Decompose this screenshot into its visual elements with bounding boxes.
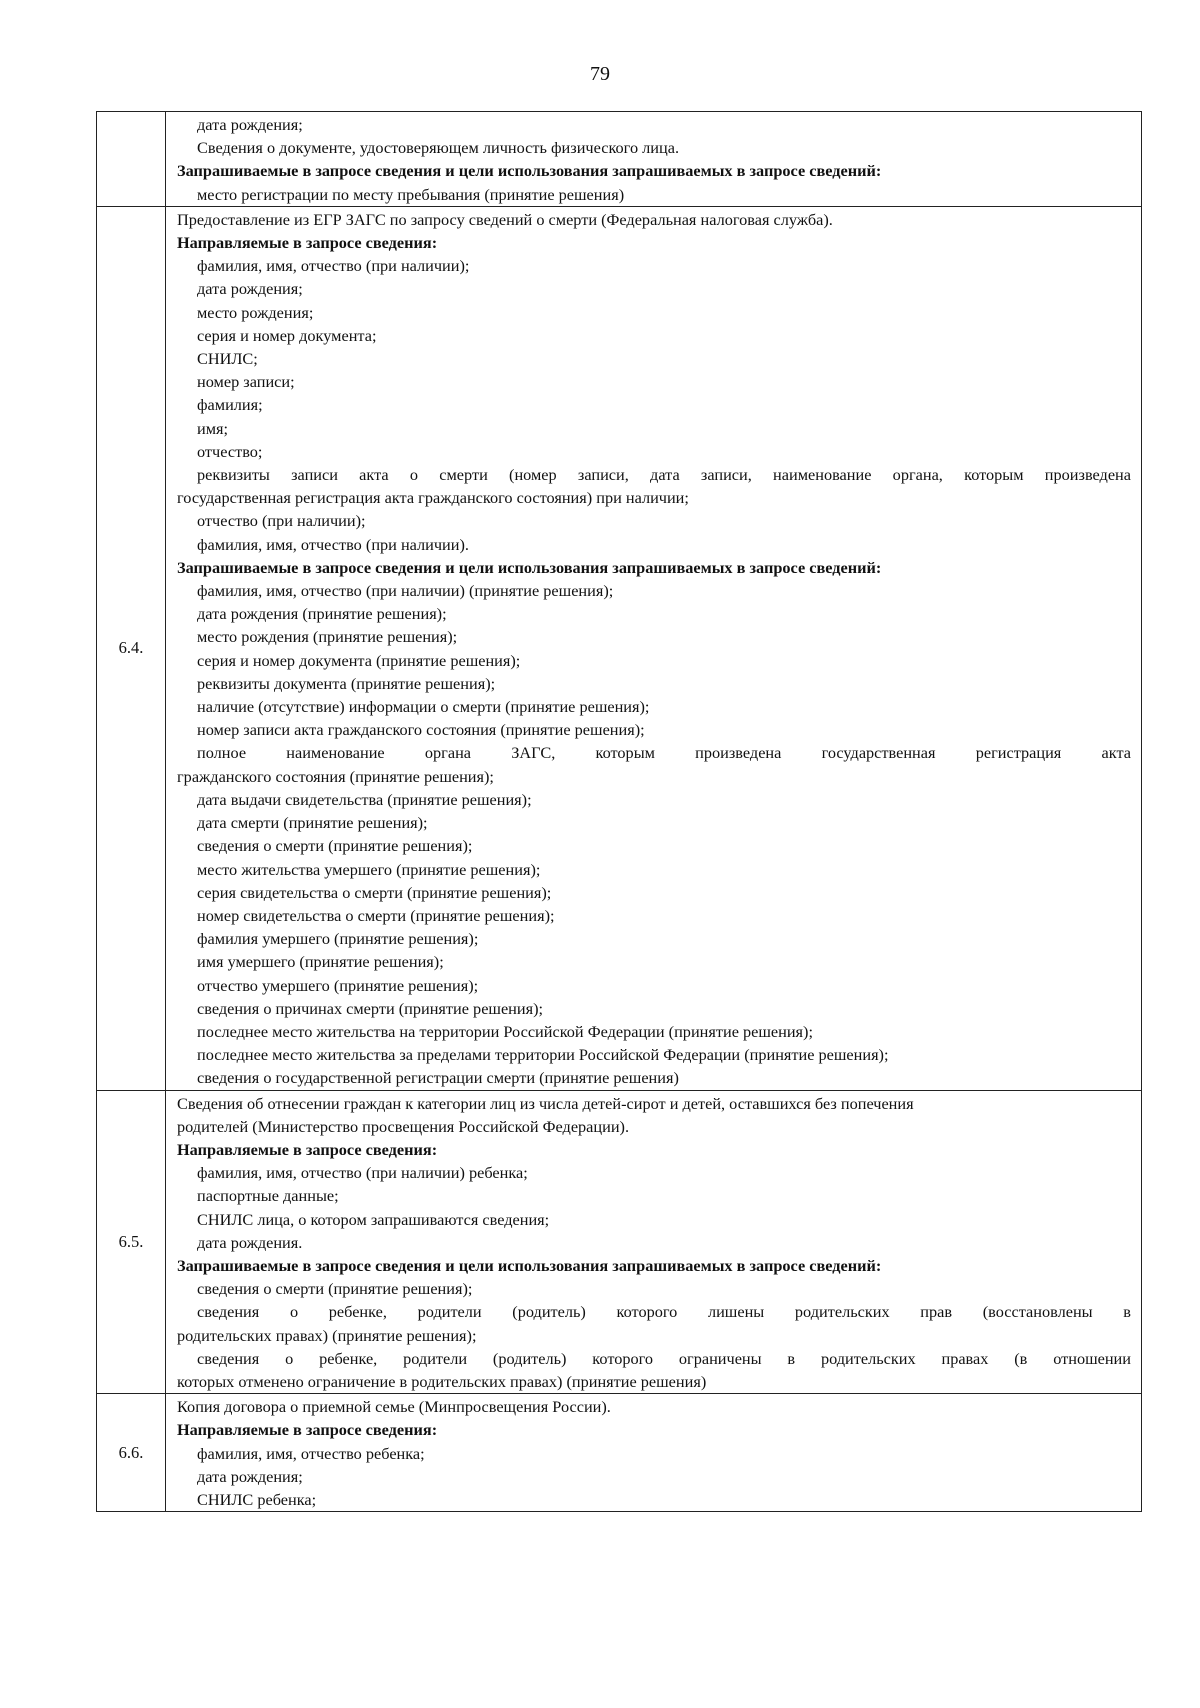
- row-content: [166, 206, 1142, 1090]
- text-line: гражданского состояния (принятие решения);: [177, 766, 494, 786]
- text-line: номер свидетельства о смерти (принятие решения);: [197, 905, 555, 925]
- text-line: наличие (отсутствие) информации о смерти (принятие решения);: [197, 697, 650, 717]
- text-line: отчество (при наличии);: [197, 511, 366, 531]
- section-heading: Направляемые в запросе сведения:: [177, 233, 438, 253]
- text-line: имя умершего (принятие решения);: [197, 952, 444, 972]
- row-number: 6.4.: [97, 206, 166, 1090]
- page-number: 79: [590, 63, 610, 85]
- row-number: 6.5.: [97, 1090, 166, 1394]
- text-line: номер записи акта гражданского состояния (принятие решения);: [197, 720, 645, 740]
- section-heading: Направляемые в запросе сведения:: [177, 1139, 438, 1159]
- text-line: серия свидетельства о смерти (принятие решения);: [197, 882, 552, 902]
- text-line: фамилия, имя, отчество (при наличии) ребенка;: [197, 1163, 528, 1183]
- text-line: дата рождения.: [197, 1232, 303, 1252]
- text-line: Сведения об отнесении граждан к категории лиц из числа детей-сирот и детей, оставшихся без попечения: [177, 1093, 914, 1113]
- text-line: сведения о причинах смерти (принятие решения);: [197, 998, 544, 1018]
- text-line: реквизиты записи акта о смерти (номер записи, дата записи, наименование органа, которым произведена: [197, 465, 1131, 485]
- row-number: 6.6.: [97, 1394, 166, 1512]
- text-line: сведения о ребенке, родители (родитель) которого ограничены в родительских правах (в отношении: [197, 1348, 1131, 1368]
- text-line: место рождения;: [197, 302, 314, 322]
- text-line: сведения о смерти (принятие решения);: [197, 836, 473, 856]
- section-heading: Запрашиваемые в запросе сведения и цели использования запрашиваемых в запросе сведений:: [177, 1255, 882, 1275]
- text-line: номер записи;: [197, 372, 295, 392]
- text-line: дата рождения;: [197, 1466, 303, 1486]
- document-table: [96, 111, 1142, 1512]
- text-line: фамилия, имя, отчество ребенка;: [197, 1443, 425, 1463]
- text-line: дата рождения;: [197, 279, 303, 299]
- section-heading: Направляемые в запросе сведения:: [177, 1420, 438, 1440]
- text-line: серия и номер документа (принятие решения);: [197, 650, 521, 670]
- text-line: фамилия, имя, отчество (при наличии);: [197, 256, 470, 276]
- text-line: дата рождения (принятие решения);: [197, 604, 447, 624]
- section-heading: Запрашиваемые в запросе сведения и цели использования запрашиваемых в запросе сведений:: [177, 161, 882, 181]
- text-line: которых отменено ограничение в родительских правах) (принятие решения): [177, 1371, 707, 1391]
- text-line: отчество умершего (принятие решения);: [197, 975, 479, 995]
- row-content: [166, 1090, 1142, 1394]
- text-line: родительских правах) (принятие решения);: [177, 1325, 477, 1345]
- text-line: серия и номер документа;: [197, 325, 377, 345]
- text-line: место регистрации по месту пребывания (принятие решения): [197, 184, 625, 204]
- text-line: государственная регистрация акта гражданского состояния) при наличии;: [177, 488, 689, 508]
- text-line: место рождения (принятие решения);: [197, 627, 458, 647]
- text-line: фамилия, имя, отчество (при наличии) (принятие решения);: [197, 581, 614, 601]
- table-row: [97, 206, 1142, 1090]
- row-content: [166, 112, 1142, 207]
- table-row: [97, 1090, 1142, 1394]
- text-line: СНИЛС ребенка;: [197, 1489, 317, 1509]
- text-line: реквизиты документа (принятие решения);: [197, 673, 496, 693]
- text-line: Копия договора о приемной семье (Минпросвещения России).: [177, 1397, 611, 1417]
- text-line: фамилия;: [197, 395, 263, 415]
- text-line: сведения о смерти (принятие решения);: [197, 1279, 473, 1299]
- section-heading: Запрашиваемые в запросе сведения и цели использования запрашиваемых в запросе сведений:: [177, 557, 882, 577]
- text-line: последнее место жительства на территории Российской Федерации (принятие решения);: [197, 1021, 813, 1041]
- text-line: дата рождения;: [197, 115, 303, 134]
- table-row: [97, 112, 1142, 207]
- row-number: [97, 112, 166, 207]
- text-line: паспортные данные;: [197, 1186, 339, 1206]
- document-table-body: [97, 112, 1142, 1512]
- text-line: сведения о государственной регистрации смерти (принятие решения): [197, 1068, 679, 1088]
- table-row: [97, 1394, 1142, 1512]
- text-line: имя;: [197, 418, 229, 438]
- text-line: фамилия умершего (принятие решения);: [197, 929, 479, 949]
- text-line: СНИЛС лица, о котором запрашиваются сведения;: [197, 1209, 550, 1229]
- text-line: полное наименование органа ЗАГС, которым произведена государственная регистрация акта: [197, 743, 1131, 763]
- text-line: последнее место жительства за пределами территории Российской Федерации (принятие решения);: [197, 1045, 889, 1065]
- text-line: родителей (Министерство просвещения Российской Федерации).: [177, 1116, 630, 1136]
- text-line: отчество;: [197, 441, 263, 461]
- row-content: [166, 1394, 1142, 1512]
- text-line: Предоставление из ЕГР ЗАГС по запросу сведений о смерти (Федеральная налоговая служба).: [177, 209, 833, 229]
- text-line: дата выдачи свидетельства (принятие решения);: [197, 789, 532, 809]
- text-line: дата смерти (принятие решения);: [197, 813, 428, 833]
- text-line: сведения о ребенке, родители (родитель) которого лишены родительских прав (восстановлены в: [197, 1302, 1131, 1322]
- text-line: место жительства умершего (принятие решения);: [197, 859, 541, 879]
- text-line: Сведения о документе, удостоверяющем личность физического лица.: [197, 138, 680, 158]
- text-line: фамилия, имя, отчество (при наличии).: [197, 534, 469, 554]
- text-line: СНИЛС;: [197, 349, 258, 369]
